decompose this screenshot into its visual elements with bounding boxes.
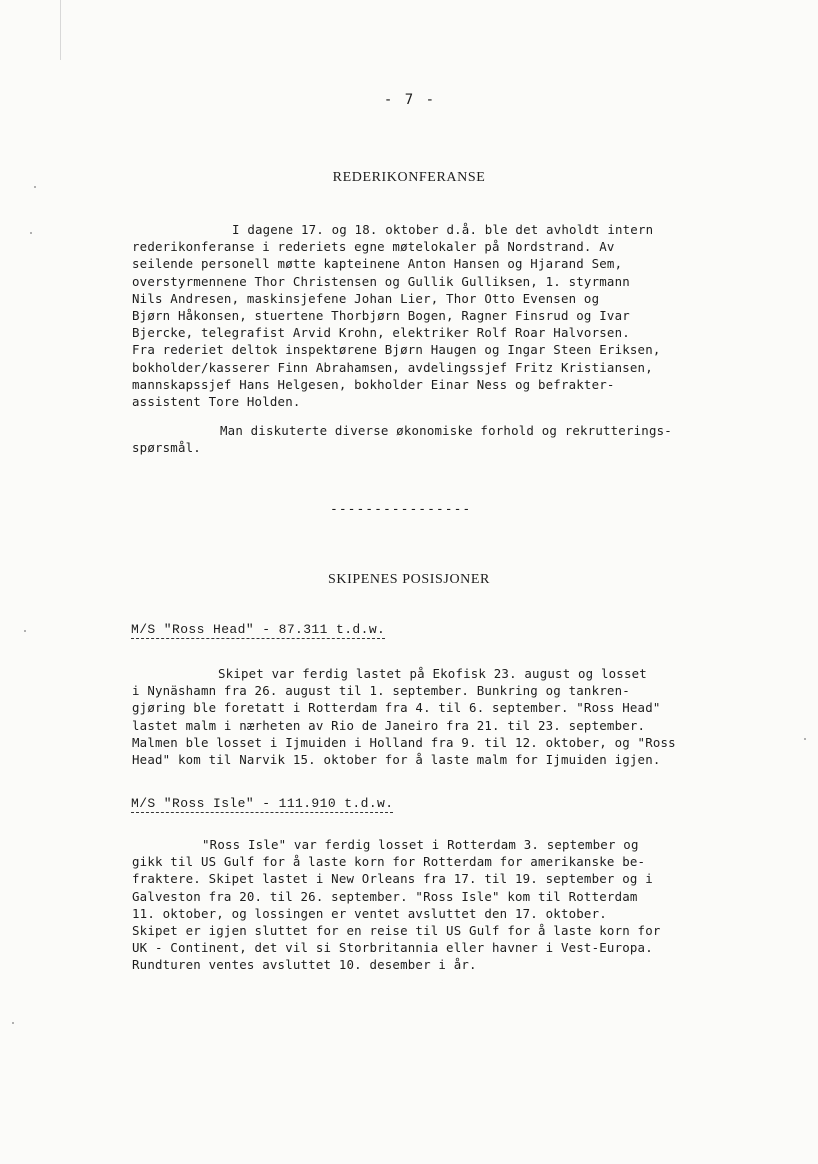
text-line: Man diskuterte diverse økonomiske forhold og rekrutterings- [220, 423, 672, 438]
scan-speck [30, 232, 32, 234]
text-line: assistent Tore Holden. [132, 394, 301, 410]
text-line: seilende personell møtte kapteinene Anton Hansen og Hjarand Sem, [132, 256, 623, 272]
scan-speck [24, 630, 26, 632]
scan-edge-mark [60, 0, 61, 60]
page-number: - 7 - [383, 92, 437, 108]
text-line: I dagene 17. og 18. oktober d.å. ble det avholdt intern [232, 222, 654, 237]
text-line: "Ross Isle" var ferdig losset i Rotterdam 3. september og [202, 837, 639, 852]
text-line: Skipet er igjen sluttet for en reise til US Gulf for å laste korn for [132, 923, 661, 939]
text-line: spørsmål. [132, 440, 201, 456]
section-heading-rederikonferanse: REDERIKONFERANSE [332, 170, 486, 185]
text-line: Nils Andresen, maskinsjefene Johan Lier, Thor Otto Evensen og [132, 290, 600, 306]
section-heading-skipenes-posisjoner: SKIPENES POSISJONER [328, 572, 490, 587]
text-line: Bjørn Håkonsen, stuertene Thorbjørn Bogen, Ragner Finsrud og Ivar [132, 308, 630, 324]
scan-speck [34, 186, 36, 188]
text-line: i Nynäshamn fra 26. august til 1. september. Bunkring og tankren- [132, 683, 630, 699]
ship-title-ross-head: M/S "Ross Head" - 87.311 t.d.w. [131, 622, 386, 637]
text-line: Galveston fra 20. til 26. september. "Ross Isle" kom til Rotterdam [132, 888, 638, 904]
scan-speck [12, 1022, 14, 1024]
text-line: fraktere. Skipet lastet i New Orleans fra 17. til 19. september og i [132, 871, 653, 887]
text-line: Head" kom til Narvik 15. oktober for å laste malm for Ijmuiden igjen. [132, 752, 661, 768]
conference-paragraph [132, 221, 742, 410]
text-line: lastet malm i nærheten av Rio de Janeiro fra 21. til 23. september. [132, 717, 646, 733]
text-line: 11. oktober, og lossingen er ventet avsluttet den 17. oktober. [132, 905, 607, 921]
text-line: Bjercke, telegrafist Arvid Krohn, elektriker Rolf Roar Halvorsen. [132, 325, 630, 341]
ross-head-paragraph [132, 665, 742, 768]
ship-title-ross-isle: M/S "Ross Isle" - 111.910 t.d.w. [131, 796, 394, 811]
text-line: Fra rederiet deltok inspektørene Bjørn Haugen og Ingar Steen Eriksen, [132, 342, 661, 358]
text-line: gikk til US Gulf for å laste korn for Rotterdam for amerikanske be- [132, 854, 646, 870]
scan-speck [804, 738, 806, 740]
text-line: rederikonferanse i rederiets egne møtelokaler på Nordstrand. Av [132, 239, 615, 255]
text-line: bokholder/kasserer Finn Abrahamsen, avdelingssjef Fritz Kristiansen, [132, 359, 653, 375]
text-line: gjøring ble foretatt i Rotterdam fra 4. til 6. september. "Ross Head" [132, 700, 661, 716]
section-divider: ---------------- [330, 502, 472, 517]
text-line: Skipet var ferdig lastet på Ekofisk 23. august og losset [218, 666, 647, 681]
text-line: overstyrmennene Thor Christensen og Gullik Gulliksen, 1. styrmann [132, 273, 630, 289]
text-line: Malmen ble losset i Ijmuiden i Holland fra 9. til 12. oktober, og "Ross [132, 734, 676, 750]
text-line: UK - Continent, det vil si Storbritannia eller havner i Vest-Europa. [132, 940, 653, 956]
ross-isle-paragraph [132, 836, 742, 974]
text-line: mannskapssjef Hans Helgesen, bokholder Einar Ness og befrakter- [132, 376, 615, 392]
text-line: Rundturen ventes avsluttet 10. desember i år. [132, 957, 477, 973]
discussion-paragraph [132, 422, 742, 456]
